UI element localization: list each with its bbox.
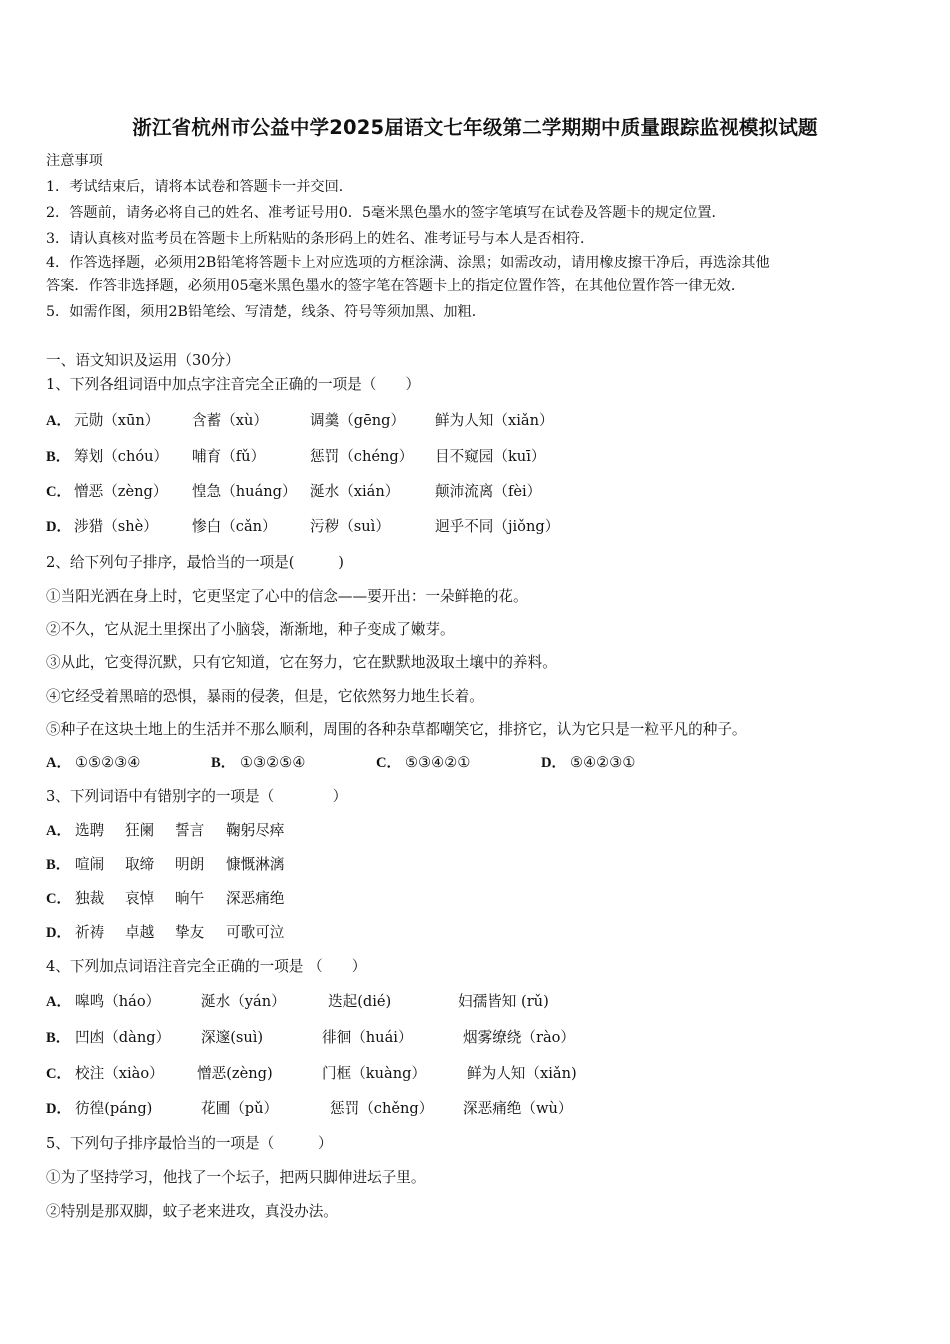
notice-item: 5．如需作图，须用2B铅笔绘、写清楚，线条、符号等须加黑、加粗．	[46, 304, 486, 320]
notice-item: 2．答题前，请务必将自己的姓名、准考证号用0．5毫米黑色墨水的签字笔填写在试卷及答题卡的规定位置．	[46, 205, 726, 221]
option-item: 彷徨(páng)	[75, 1100, 153, 1117]
question-5-stem: 5、下列句子排序最恰当的一项是（ ）	[46, 1135, 333, 1152]
notice-item: 3．请认真核对监考员在答题卡上所粘贴的条形码上的姓名、准考证号与本人是否相符．	[46, 231, 595, 247]
option-label: B．	[211, 755, 236, 771]
option-item: ⑤③④②①	[405, 754, 471, 771]
option-item: 惶急（huáng）	[192, 483, 297, 500]
page-title: 浙江省杭州市公益中学2025届语文七年级第二学期期中质量跟踪监视模拟试题	[132, 116, 818, 139]
option-item: 喧闹	[75, 856, 105, 873]
option-item: 徘徊（huái）	[322, 1029, 413, 1046]
notice-item: 1．考试结束后，请将本试卷和答题卡一并交回．	[46, 179, 353, 195]
option-item: 慷慨淋漓	[226, 856, 285, 873]
sentence: ①为了坚持学习，他找了一个坛子，把两只脚伸进坛子里。	[46, 1169, 426, 1186]
option-item: 目不窥园（kuī）	[435, 448, 546, 465]
option-label: B．	[46, 857, 71, 873]
option-item: 卓越	[125, 924, 155, 941]
option-label: A．	[46, 755, 72, 771]
option-label: C．	[46, 1066, 72, 1082]
option-item: 憎恶（zèng）	[74, 483, 168, 500]
question-3-stem: 3、下列词语中有错别字的一项是（ ）	[46, 788, 348, 805]
option-item: 深恶痛绝（wù）	[463, 1100, 573, 1117]
option-item: 鲜为人知（xiǎn)	[467, 1065, 577, 1082]
option-item: 独裁	[75, 890, 105, 907]
option-item: 明朗	[175, 856, 205, 873]
option-item: 涎水（xián）	[310, 483, 400, 500]
sentence: ⑤种子在这块土地上的生活并不那么顺利，周围的各种杂草都嘲笑它，排挤它，认为它只是一粒平凡的种子。	[46, 721, 747, 738]
option-label: D．	[46, 925, 72, 941]
question-2-stem: 2、给下列句子排序，最恰当的一项是( )	[46, 554, 344, 571]
option-item: 筹划（chóu）	[74, 448, 169, 465]
option-item: 誓言	[175, 822, 205, 839]
question-1-stem: 1、下列各组词语中加点字注音完全正确的一项是（ ）	[46, 376, 421, 393]
option-item: 惩罚（chěng）	[330, 1100, 434, 1117]
option-item: 取缔	[125, 856, 155, 873]
option-label: A．	[46, 994, 72, 1010]
option-item: 可歌可泣	[226, 924, 285, 941]
option-label: B．	[46, 1030, 71, 1046]
option-item: 嗥鸣（háo）	[75, 993, 161, 1010]
sentence: ②特别是那双脚，蚊子老来进攻，真没办法。	[46, 1203, 338, 1220]
sentence: ②不久，它从泥土里探出了小脑袋，渐渐地，种子变成了嫩芽。	[46, 621, 455, 638]
sentence: ③从此，它变得沉默，只有它知道，它在努力，它在默默地汲取土壤中的养料。	[46, 654, 557, 671]
option-item: 花圃（pǔ）	[201, 1100, 279, 1117]
option-label: D．	[46, 1101, 72, 1117]
option-item: 深邃(suì)	[201, 1029, 264, 1046]
option-label: C．	[46, 891, 72, 907]
option-label: D．	[46, 519, 72, 535]
option-item: 调羹（gēng）	[310, 412, 406, 429]
option-label: C．	[376, 755, 402, 771]
option-item: 含蓄（xù）	[192, 412, 269, 429]
section-heading: 一、语文知识及运用（30分）	[46, 352, 240, 369]
option-item: 校注（xiào）	[75, 1065, 164, 1082]
question-4-stem: 4、下列加点词语注音完全正确的一项是 （ ）	[46, 958, 367, 975]
option-item: 门框（kuàng）	[322, 1065, 427, 1082]
option-item: 惨白（cǎn）	[192, 518, 277, 535]
option-item: 凹凼（dàng）	[75, 1029, 171, 1046]
option-label: B．	[46, 449, 71, 465]
option-item: 涎水（yán）	[201, 993, 286, 1010]
notice-heading: 注意事项	[46, 153, 103, 169]
option-item: ⑤④②③①	[570, 754, 636, 771]
option-item: 挚友	[175, 924, 205, 941]
option-item: ①③②⑤④	[240, 754, 306, 771]
option-item: 迭起(dié)	[328, 993, 392, 1010]
sentence: ①当阳光洒在身上时，它更坚定了心中的信念——要开出：一朵鲜艳的花。	[46, 588, 528, 605]
option-item: 选聘	[75, 822, 105, 839]
notice-item: 答案．作答非选择题，必须用05毫米黑色墨水的签字笔在答题卡上的指定位置作答，在其他位置作答一律无效．	[46, 278, 746, 294]
option-label: D．	[541, 755, 567, 771]
option-label: C．	[46, 484, 72, 500]
option-item: 涉猎（shè）	[74, 518, 158, 535]
option-item: 惩罚（chéng）	[310, 448, 414, 465]
option-item: 深恶痛绝	[226, 890, 285, 907]
option-item: 鲜为人知（xiǎn）	[435, 412, 554, 429]
option-item: 污秽（suì）	[310, 518, 390, 535]
option-item: 晌午	[175, 890, 205, 907]
option-item: ①⑤②③④	[75, 754, 141, 771]
option-item: 元勋（xūn）	[74, 412, 160, 429]
option-item: 颠沛流离（fèi）	[435, 483, 542, 500]
option-item: 狂阑	[125, 822, 155, 839]
option-item: 烟雾缭绕（rào）	[463, 1029, 576, 1046]
option-item: 哺育（fǔ）	[192, 448, 266, 465]
option-item: 憎恶(zèng)	[197, 1065, 273, 1082]
notice-item: 4．作答选择题，必须用2B铅笔将答题卡上对应选项的方框涂满、涂黑；如需改动，请用橡皮擦干净后，再选涂其他	[46, 255, 770, 271]
option-item: 祈祷	[75, 924, 105, 941]
option-item: 哀悼	[125, 890, 155, 907]
option-item: 鞠躬尽瘁	[226, 822, 285, 839]
option-label: A．	[46, 823, 72, 839]
sentence: ④它经受着黑暗的恐惧，暴雨的侵袭，但是，它依然努力地生长着。	[46, 688, 484, 705]
option-item: 迥乎不同（jiǒng）	[435, 518, 560, 535]
option-item: 妇孺皆知 (rǔ)	[458, 993, 549, 1010]
option-label: A．	[46, 413, 72, 429]
